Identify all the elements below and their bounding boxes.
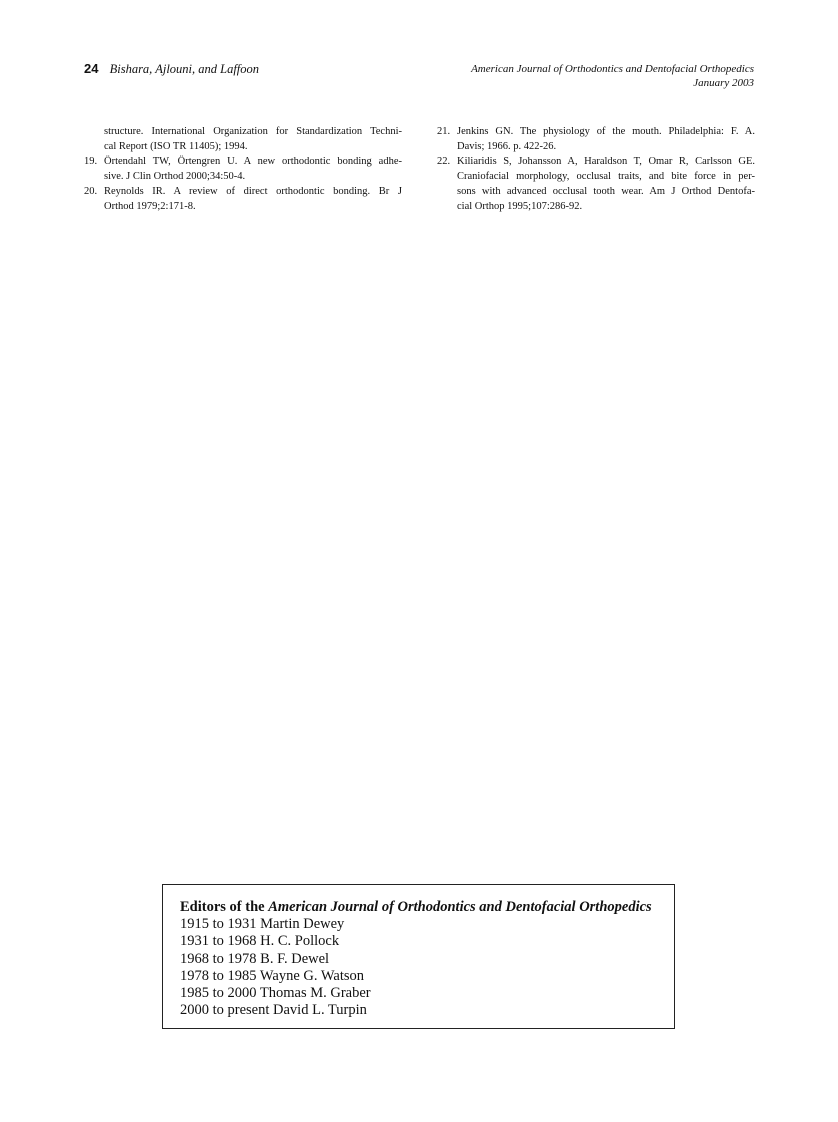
page-number: 24 (84, 61, 99, 76)
references-left-column (84, 124, 402, 214)
editors-box (162, 884, 675, 1029)
running-header-left (84, 61, 259, 77)
reference-number: 19. (84, 156, 98, 167)
editors-box-title (180, 899, 674, 916)
reference-item (84, 124, 402, 154)
reference-item (437, 124, 755, 154)
references-right-column (437, 124, 755, 214)
reference-line: Davis; 1966. p. 422-26. (457, 141, 557, 152)
reference-line: Reynolds IR. A review of direct orthodontic bonding. Br J (104, 186, 402, 197)
reference-line: sons with advanced occlusal tooth wear. Am J Orthod Dentofa- (457, 186, 755, 197)
editors-title-prefix: Editors of the (180, 899, 265, 915)
editors-title-journal: American Journal of Orthodontics and Dentofacial Orthopedics (268, 899, 652, 915)
editor-entry: 1931 to 1968 H. C. Pollock (180, 933, 340, 950)
running-header-right (471, 62, 754, 90)
issue-date: January 2003 (693, 77, 754, 89)
reference-item (437, 154, 755, 214)
editor-entry: 1978 to 1985 Wayne G. Watson (180, 967, 365, 984)
reference-line: Örtendahl TW, Örtengren U. A new orthodontic bonding adhe- (104, 156, 402, 167)
reference-line: structure. International Organization for Standardization Techni- (104, 126, 402, 137)
reference-line: Orthod 1979;2:171-8. (104, 201, 196, 212)
reference-line: Kiliaridis S, Johansson A, Haraldson T, Omar R, Carlsson GE. (457, 156, 755, 167)
running-authors: Bishara, Ajlouni, and Laffoon (109, 62, 260, 76)
editor-entry: 2000 to present David L. Turpin (180, 1002, 367, 1019)
reference-item (84, 184, 402, 214)
reference-number: 21. (437, 126, 451, 137)
reference-number: 22. (437, 156, 451, 167)
reference-line: sive. J Clin Orthod 2000;34:50-4. (104, 171, 246, 182)
reference-number: 20. (84, 186, 98, 197)
journal-name: American Journal of Orthodontics and Dentofacial Orthopedics (471, 63, 754, 75)
reference-line: cial Orthop 1995;107:286-92. (457, 201, 583, 212)
editor-entry: 1985 to 2000 Thomas M. Graber (180, 985, 371, 1002)
reference-line: Craniofacial morphology, occlusal traits, and bite force in per- (457, 171, 755, 182)
reference-line: cal Report (ISO TR 11405); 1994. (104, 141, 248, 152)
reference-item (84, 154, 402, 184)
reference-line: Jenkins GN. The physiology of the mouth. Philadelphia: F. A. (457, 126, 755, 137)
editor-entry: 1915 to 1931 Martin Dewey (180, 916, 345, 933)
editors-list (180, 916, 674, 1019)
editor-entry: 1968 to 1978 B. F. Dewel (180, 950, 330, 967)
